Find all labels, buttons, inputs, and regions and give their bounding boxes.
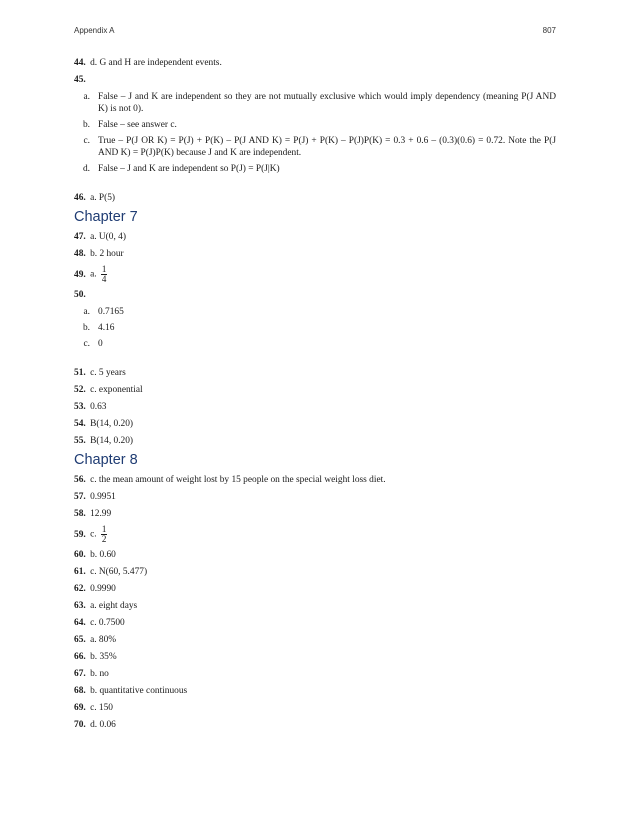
fraction-denominator: 2	[101, 534, 107, 544]
answer-number: 56.	[74, 475, 86, 485]
answer-54	[74, 418, 556, 430]
answer-number: 48.	[74, 249, 86, 259]
answer-text: 12.99	[90, 509, 112, 519]
answer-number: 69.	[74, 703, 86, 713]
answer-number: 51.	[74, 368, 86, 378]
answer-58	[74, 508, 556, 520]
answer-number: 68.	[74, 686, 86, 696]
answer-number: 49.	[74, 269, 86, 280]
item-text: True – P(J OR K) = P(J) + P(K) – P(J AND K) = P(J) + P(K) – P(J)P(K) = 0.3 + 0.6 – (0.3)(0.6) = 0.72. Note the P(J AND K) = P(J)P(K) because J and K are independent.	[98, 136, 556, 158]
answer-text: a. 80%	[90, 635, 117, 645]
chapter-8-heading: Chapter 8	[74, 452, 138, 468]
answer-62	[74, 583, 556, 595]
item-text: False – J and K are independent so P(J) = P(J|K)	[98, 164, 280, 174]
answer-51	[74, 367, 556, 379]
answer-55	[74, 435, 556, 447]
answer-number: 46.	[74, 193, 86, 203]
answer-number: 50.	[74, 290, 86, 300]
answer-59	[74, 525, 556, 544]
answer-text: b. 0.60	[90, 550, 116, 560]
fraction	[101, 265, 108, 284]
answer-text: c. 0.7500	[90, 618, 125, 628]
answer-number: 59.	[74, 529, 86, 540]
answer-text: b. no	[90, 669, 109, 679]
answer-47	[74, 231, 556, 243]
answer-text: B(14, 0.20)	[90, 436, 134, 446]
answer-60	[74, 549, 556, 561]
item-text: 4.16	[98, 323, 115, 333]
answer-text: 0.9990	[90, 584, 116, 594]
answer-number: 67.	[74, 669, 86, 679]
answer-49	[74, 265, 556, 284]
answer-50-list	[74, 306, 556, 350]
fraction	[101, 525, 108, 544]
list-item	[74, 322, 556, 334]
list-item	[74, 135, 556, 159]
answer-text: a. P(5)	[90, 193, 116, 203]
item-label: b.	[82, 323, 90, 333]
answer-text: c.	[90, 529, 97, 540]
answer-text: b. 2 hour	[90, 249, 124, 259]
answer-text: d. 0.06	[90, 720, 116, 730]
answer-67	[74, 668, 556, 680]
answer-44	[74, 57, 556, 69]
answer-number: 61.	[74, 567, 86, 577]
item-text: False – J and K are independent so they are not mutually exclusive which would imply dependency (meaning P(J AND K) is not 0).	[98, 92, 556, 114]
item-label: c.	[83, 136, 90, 146]
item-label: a.	[83, 92, 90, 102]
answer-text: B(14, 0.20)	[90, 419, 134, 429]
answer-number: 64.	[74, 618, 86, 628]
answer-56	[74, 474, 556, 486]
list-item	[74, 163, 556, 175]
answer-45	[74, 74, 556, 86]
answer-text: a. U(0, 4)	[90, 232, 126, 242]
answer-46	[74, 192, 556, 204]
list-item	[74, 119, 556, 131]
answer-number: 44.	[74, 58, 86, 68]
answer-text: c. 150	[90, 703, 113, 713]
list-item	[74, 91, 556, 115]
answer-text: a.	[90, 269, 97, 280]
answer-50	[74, 289, 556, 301]
answer-70	[74, 719, 556, 731]
fraction-numerator: 1	[101, 524, 107, 534]
item-label: a.	[83, 307, 90, 317]
answer-69	[74, 702, 556, 714]
item-label: d.	[82, 164, 90, 174]
answer-text: c. exponential	[90, 385, 143, 395]
answer-number: 47.	[74, 232, 86, 242]
answer-number: 55.	[74, 436, 86, 446]
answer-53	[74, 401, 556, 413]
answer-text: c. 5 years	[90, 368, 126, 378]
answer-57	[74, 491, 556, 503]
answer-number: 57.	[74, 492, 86, 502]
answer-63	[74, 600, 556, 612]
answer-text: 0.9951	[90, 492, 116, 502]
fraction-numerator: 1	[101, 264, 107, 274]
answer-text: b. quantitative continuous	[90, 686, 188, 696]
answer-number: 52.	[74, 385, 86, 395]
answer-number: 65.	[74, 635, 86, 645]
answer-text: b. 35%	[90, 652, 117, 662]
running-header-left: Appendix A	[74, 26, 115, 35]
spacer	[74, 355, 556, 367]
answer-number: 60.	[74, 550, 86, 560]
answer-number: 62.	[74, 584, 86, 594]
fraction-denominator: 4	[101, 274, 107, 284]
item-label: c.	[83, 339, 90, 349]
answer-number: 66.	[74, 652, 86, 662]
answer-text: c. the mean amount of weight lost by 15 people on the special weight loss diet.	[90, 475, 386, 485]
answer-text: d. G and H are independent events.	[90, 58, 222, 68]
answer-content	[74, 57, 556, 736]
answer-48	[74, 248, 556, 260]
answer-61	[74, 566, 556, 578]
answer-text: a. eight days	[90, 601, 138, 611]
chapter-7-heading: Chapter 7	[74, 209, 138, 225]
item-text: False – see answer c.	[98, 120, 177, 130]
answer-52	[74, 384, 556, 396]
answer-65	[74, 634, 556, 646]
answer-number: 70.	[74, 720, 86, 730]
answer-number: 63.	[74, 601, 86, 611]
answer-66	[74, 651, 556, 663]
answer-68	[74, 685, 556, 697]
list-item	[74, 306, 556, 318]
answer-number: 53.	[74, 402, 86, 412]
page-number: 807	[542, 26, 556, 35]
answer-text: c. N(60, 5.477)	[90, 567, 148, 577]
answer-64	[74, 617, 556, 629]
list-item	[74, 338, 556, 350]
spacer	[74, 180, 556, 192]
item-text: 0.7165	[98, 307, 124, 317]
item-text: 0	[98, 339, 103, 349]
answer-45-list	[74, 91, 556, 175]
answer-text: 0.63	[90, 402, 107, 412]
answer-number: 54.	[74, 419, 86, 429]
item-label: b.	[82, 120, 90, 130]
answer-number: 58.	[74, 509, 86, 519]
answer-number: 45.	[74, 75, 86, 85]
